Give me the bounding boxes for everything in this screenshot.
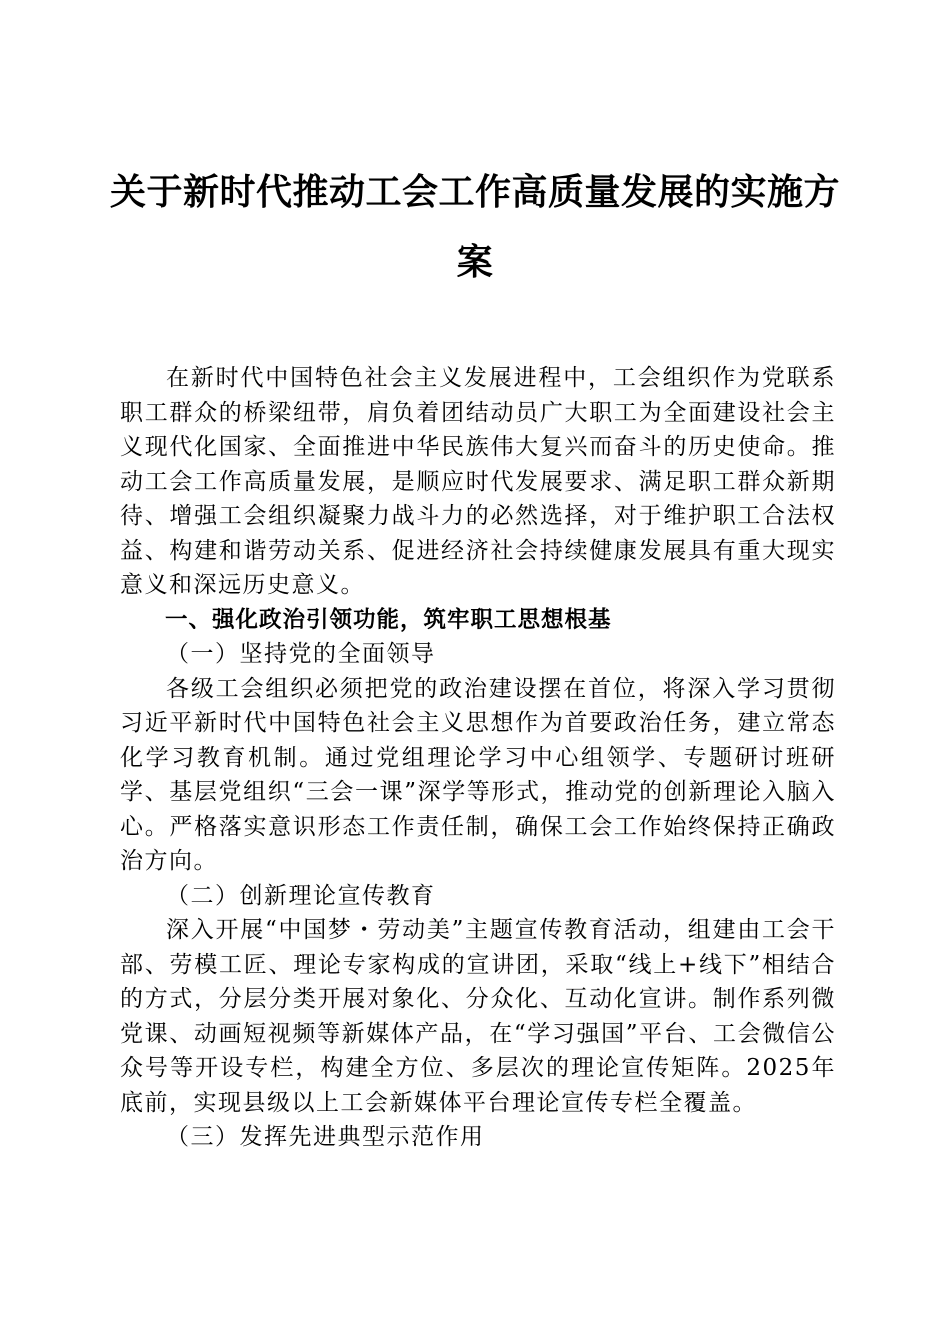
subsection-2-paragraph: 深入开展“中国梦・劳动美”主题宣传教育活动，组建由工会干部、劳模工匠、理论专家构成的宣讲团，采取“线上+线下”相结合的方式，分层分类开展对象化、分众化、互动化宣讲。制作系列微党课、动画短视频等新媒体产品，在“学习强国”平台、工会微信公众号等开设专栏，构建全方位、多层次的理论宣传矩阵。2025年底前，实现县级以上工会新媒体平台理论宣传专栏全覆盖。	[120, 917, 836, 1116]
document-title-line-2: 案	[456, 241, 494, 283]
subsection-2-heading: （二）创新理论宣传教育	[166, 882, 436, 909]
subsection-1-heading: （一）坚持党的全面领导	[166, 641, 436, 667]
document-title-line-1: 关于新时代推动工会工作高质量发展的实施方	[110, 171, 841, 213]
section-1-heading: 一、强化政治引领功能，筑牢职工思想根基	[165, 606, 612, 633]
document-body	[120, 361, 836, 1155]
subsection-3-heading: （三）发挥先进典型示范作用	[166, 1124, 485, 1150]
intro-paragraph: 在新时代中国特色社会主义发展进程中，工会组织作为党联系职工群众的桥梁纽带，肩负着团结动员广大职工为全面建设社会主义现代化国家、全面推进中华民族伟大复兴而奋斗的历史使命。推动工会工作高质量发展，是顺应时代发展要求、满足职工群众新期待、增强工会组织凝聚力战斗力的必然选择，对于维护职工合法权益、构建和谐劳动关系、促进经济社会持续健康发展具有重大现实意义和深远历史意义。	[120, 365, 836, 598]
subsection-1-paragraph: 各级工会组织必须把党的政治建设摆在首位，将深入学习贯彻习近平新时代中国特色社会主义思想作为首要政治任务，建立常态化学习教育机制。通过党组理论学习中心组领学、专题研讨班研学、基层党组织“三会一课”深学等形式，推动党的创新理论入脑入心。严格落实意识形态工作责任制，确保工会工作始终保持正确政治方向。	[120, 675, 836, 874]
